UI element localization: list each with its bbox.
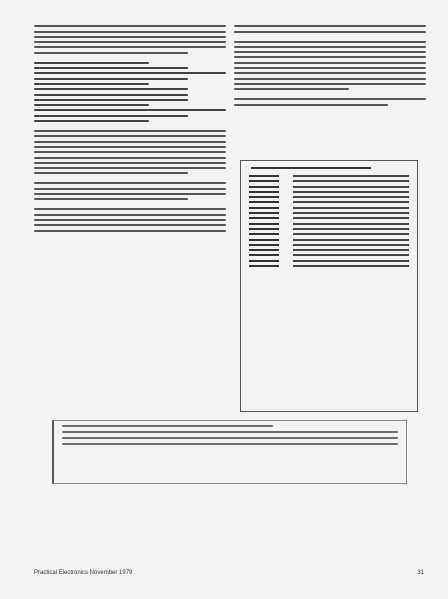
left-column bbox=[34, 22, 226, 240]
body-paragraph bbox=[234, 98, 426, 105]
intro-paragraph bbox=[34, 25, 226, 53]
body-paragraph bbox=[234, 41, 426, 91]
body-paragraph bbox=[34, 208, 226, 231]
footer-left: Practical Electronics November 1979 bbox=[34, 570, 133, 576]
body-paragraph bbox=[34, 182, 226, 200]
note-box bbox=[52, 420, 407, 484]
footer bbox=[34, 570, 424, 584]
table bbox=[240, 160, 418, 412]
body-paragraph bbox=[34, 130, 226, 174]
body-paragraph bbox=[234, 25, 426, 32]
program-listing bbox=[34, 62, 226, 122]
page-number: 31 bbox=[417, 570, 424, 576]
table-title bbox=[251, 167, 371, 169]
right-column bbox=[234, 22, 426, 114]
